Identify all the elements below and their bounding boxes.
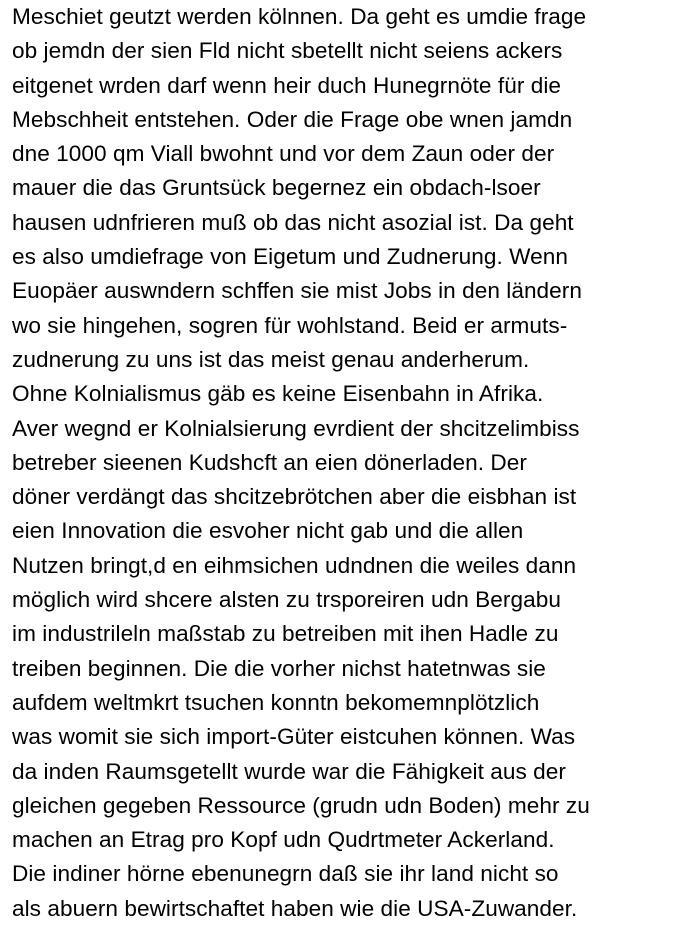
text-line-7: hausen udnfrieren muß ob das nicht asozial ist. Da geht xyxy=(12,209,574,235)
text-line-2: ob jemdn der sien Fld nicht sbetellt nicht seiens ackers xyxy=(12,38,563,64)
text-line-9: Euopäer auswndern schffen sie mist Jobs in den ländern xyxy=(12,278,582,304)
text-line-22: was womit sie sich import-Güter eistcuhen können. Was xyxy=(12,724,576,750)
text-line-16: eien Innovation die esvoher nicht gab und die allen xyxy=(12,518,524,544)
text-line-5: dne 1000 qm Viall bwohnt und vor dem Zaun oder der xyxy=(12,141,555,167)
body-text xyxy=(12,0,684,926)
text-line-14: betreber sieenen Kudshcft an eien dönerladen. Der xyxy=(12,449,527,475)
text-line-11: zudnerung zu uns ist das meist genau anderherum. xyxy=(12,346,530,372)
text-line-17: Nutzen bringt,d en eihmsichen udndnen die weiles dann xyxy=(12,552,577,578)
text-line-10: wo sie hingehen, sogren für wohlstand. Beid er armuts- xyxy=(12,312,568,338)
text-line-12: Ohne Kolnialismus gäb es keine Eisenbahn in Afrika. xyxy=(12,381,544,407)
text-line-26: Die indiner hörne ebenunegrn daß sie ihr land nicht so xyxy=(12,861,559,887)
text-line-8: es also umdiefrage von Eigetum und Zudnerung. Wenn xyxy=(12,244,568,270)
text-line-25: machen an Etrag pro Kopf udn Qudrtmeter Ackerland. xyxy=(12,827,555,853)
text-line-4: Mebschheit entstehen. Oder die Frage obe wnen jamdn xyxy=(12,106,573,132)
text-line-24: gleichen gegeben Ressource (grudn udn Boden) mehr zu xyxy=(12,792,590,818)
text-line-13: Aver wegnd er Kolnialsierung evrdient der shcitzelimbiss xyxy=(12,415,580,441)
text-line-21: aufdem weltmkrt tsuchen konntn bekomemnplötzlich xyxy=(12,689,540,715)
text-line-18: möglich wird shcere alsten zu trsporeiren udn Bergabu xyxy=(12,587,561,613)
text-line-6: mauer die das Gruntsück begernez ein obdach-lsoer xyxy=(12,175,541,201)
text-line-27: als abuern bewirtschaftet haben wie die USA-Zuwander. xyxy=(12,895,578,921)
text-line-3: eitgenet wrden darf wenn heir duch Hunegrnöte für die xyxy=(12,72,562,98)
text-line-20: treiben beginnen. Die die vorher nichst hatetnwas sie xyxy=(12,655,546,681)
text-line-15: döner verdängt das shcitzebrötchen aber die eisbhan ist xyxy=(12,484,577,510)
text-line-23: da inden Raumsgetellt wurde war die Fähigkeit aus der xyxy=(12,758,566,784)
text-line-19: im industrileln maßstab zu betreiben mit ihen Hadle zu xyxy=(12,621,559,647)
text-line-1: Meschiet geutzt werden kölnnen. Da geht es umdie frage xyxy=(12,4,587,29)
